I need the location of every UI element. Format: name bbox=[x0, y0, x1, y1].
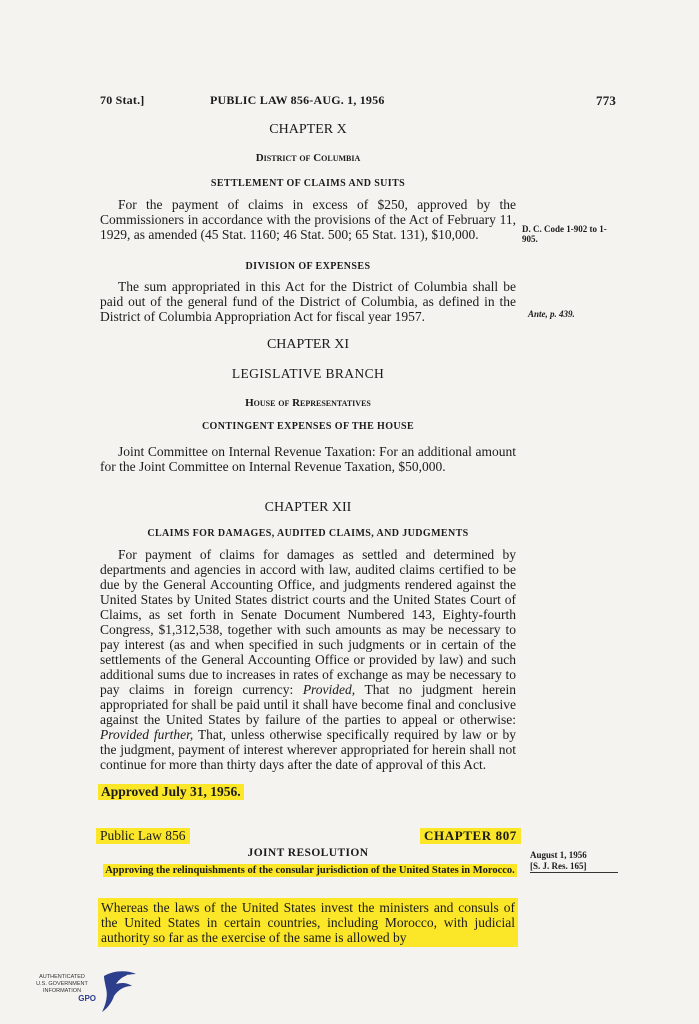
chapter-x-paragraph-1: For the payment of claims in excess of $250, approved by the Commissioners in accordance with the provisions of the Act of February 11, 1929, as amended (45 Stat. 1160; 46 Stat. 500; 65 Stat. 131), $10,000. bbox=[100, 197, 516, 242]
public-law-label: Public Law 856 bbox=[96, 828, 190, 844]
chapter-xii-text-c: That, unless otherwise specifically required by law or by the judgment, payment of interest wherever appropriated for herein shall not continue for more than thirty days after the date of approval of this Act. bbox=[100, 727, 517, 772]
chapter-xi-paragraph-1: Joint Committee on Internal Revenue Taxation: For an additional amount for the Joint Committee on Internal Revenue Taxation, $50,000. bbox=[100, 444, 516, 474]
chapter-xi-title: CHAPTER XI bbox=[266, 337, 350, 352]
chapter-xii-paragraph bbox=[100, 547, 516, 772]
joint-resolution-label: JOINT RESOLUTION bbox=[247, 847, 369, 859]
chapter-xi-heading: LEGISLATIVE BRANCH bbox=[231, 366, 385, 381]
gpo-brand: GPO bbox=[78, 994, 96, 1003]
chapter-x-subheading: SETTLEMENT OF CLAIMS AND SUITS bbox=[210, 178, 406, 189]
chapter-x-title: CHAPTER X bbox=[269, 122, 347, 137]
chapter-x-heading: District of Columbia bbox=[255, 152, 361, 164]
chapter-xi-subheading: House of Representatives bbox=[245, 397, 371, 409]
resolution-title-text: Approving the relinquishments of the consular jurisdiction of the United States in Morocco. bbox=[105, 865, 515, 876]
provided-2: Provided further, bbox=[100, 727, 194, 742]
eagle-icon bbox=[98, 968, 138, 1014]
page-number: 773 bbox=[596, 93, 617, 108]
chapter-x-subheading-2: DIVISION OF EXPENSES bbox=[245, 261, 371, 272]
provided-1: Provided, bbox=[302, 682, 356, 697]
whereas-clause: Whereas the laws of the United States invest the ministers and consuls of the United States in certain countries, including Morocco, with judicial authority so far as the exercise of the same is allowed by bbox=[98, 898, 518, 947]
gpo-line-3: INFORMATION bbox=[42, 988, 82, 994]
gpo-authentication-seal bbox=[22, 968, 142, 1018]
chapter-xii-text-a: For payment of claims for damages as settled and determined by departments and agencies in accord with law, audited claims certified to be due by the General Accounting Office, and judgments rendered against the United States by United States district courts and the United States Court of Claims, as set forth in Senate Document Numbered 143, Eighty-fourth Congress, $1,312,538, together with such amounts as may be necessary to pay interest (as and when specified in such judgments or in certain of the settlements of the General Accounting Office or provided by law) and such additional sums due to increases in rates of exchange as may be necessary to pay claims in foreign currency: bbox=[100, 547, 516, 697]
chapter-xii-title: CHAPTER XII bbox=[264, 500, 352, 515]
chapter-xii-text-b: That no judgment herein appropriated for shall be paid until it shall have become final and conclusive against the United States by failure of the parties to appeal or otherwise: bbox=[100, 682, 516, 727]
chapter-x-paragraph-2: The sum appropriated in this Act for the District of Columbia shall be paid out of the general fund of the District of Columbia, as defined in the District of Columbia Appropriation Act for fiscal year 1957. bbox=[100, 279, 516, 324]
margin-note-ante: Ante, p. 439. bbox=[528, 309, 575, 319]
gpo-line-1: AUTHENTICATED bbox=[39, 974, 85, 980]
resolution-title bbox=[100, 864, 520, 877]
approved-date: Approved July 31, 1956. bbox=[98, 784, 244, 800]
chapter-807-label: CHAPTER 807 bbox=[420, 828, 521, 844]
chapter-xi-subheading-2: CONTINGENT EXPENSES OF THE HOUSE bbox=[201, 421, 415, 432]
page-header-volume: 70 Stat.] bbox=[100, 93, 145, 107]
page-header-law-date: PUBLIC LAW 856-AUG. 1, 1956 bbox=[210, 93, 385, 107]
chapter-xii-subheading: CLAIMS FOR DAMAGES, AUDITED CLAIMS, AND JUDGMENTS bbox=[147, 528, 469, 539]
gpo-line-2: U.S. GOVERNMENT bbox=[36, 981, 88, 987]
margin-note-resolution: [S. J. Res. 165] bbox=[530, 861, 618, 873]
margin-note-date: August 1, 1956 bbox=[530, 850, 587, 860]
margin-note-dc-code: D. C. Code 1-902 to 1-905. bbox=[522, 224, 607, 244]
